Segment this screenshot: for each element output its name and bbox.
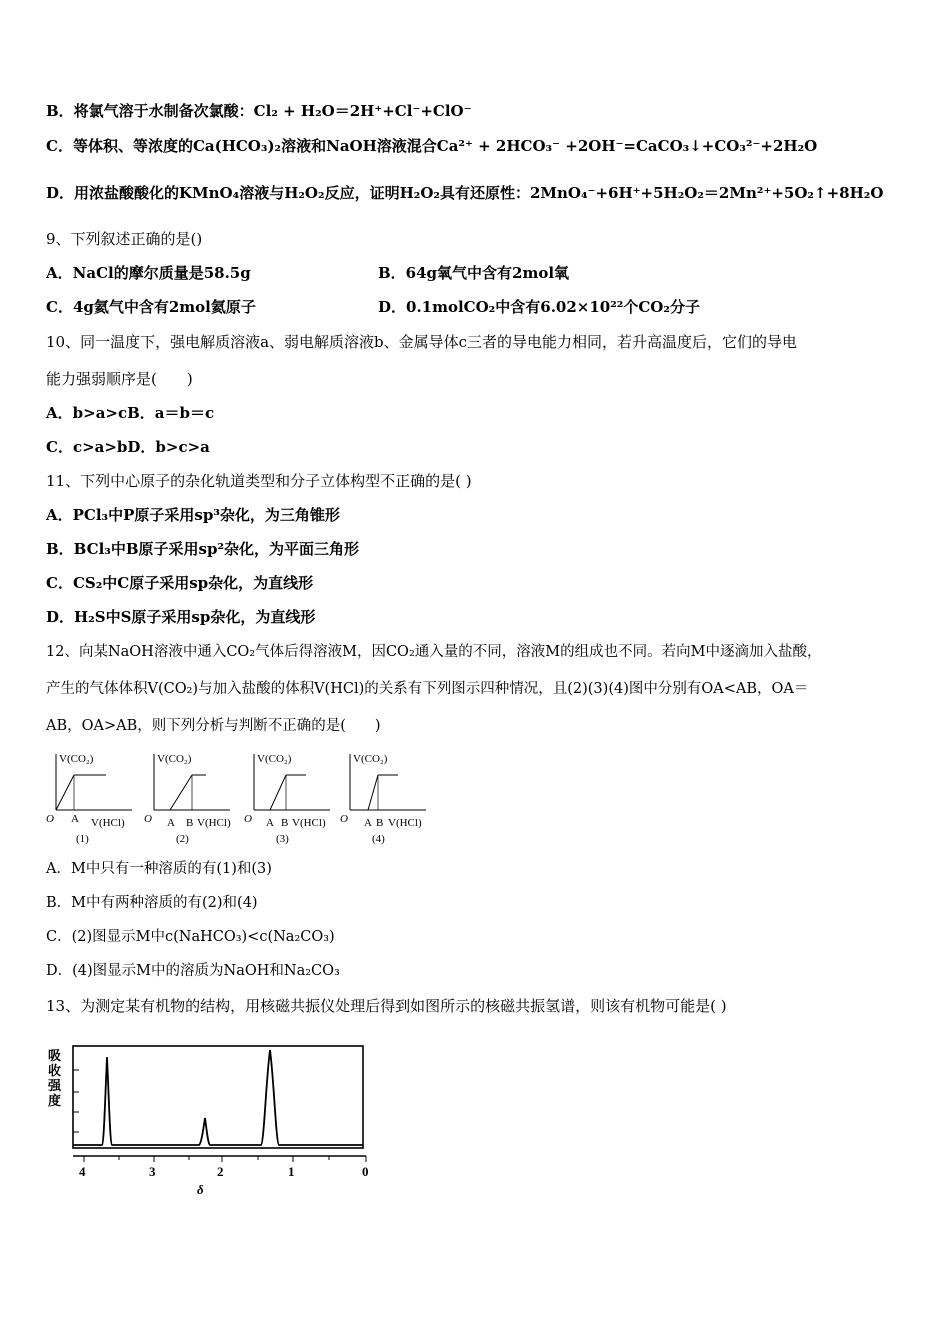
question-9: 9、下列叙述正确的是() <box>46 230 203 248</box>
options-cd-q10: C．c>a>bD．b>c>a <box>46 438 210 456</box>
nmr-spectrum <box>44 1040 374 1200</box>
nmr-xtick: 2 <box>217 1164 224 1179</box>
nmr-xtick: 0 <box>362 1164 369 1179</box>
graph-3-origin: O <box>244 813 252 825</box>
graph-2-origin: O <box>144 813 152 825</box>
graph-4-ylabel: V(CO₂) <box>353 753 388 765</box>
graph-4-xlabel: V(HCl) <box>388 817 422 829</box>
graph-3-ylabel: V(CO₂) <box>257 753 292 765</box>
svg-text:收: 收 <box>48 1063 62 1078</box>
graph-1-caption: (1) <box>76 833 89 845</box>
question-12-line3: AB，OA>AB，则下列分析与判断不正确的是( ) <box>46 718 381 734</box>
graph-2-xlabel: V(HCl) <box>197 817 231 829</box>
option-b-q12: B．M中有两种溶质的有(2)和(4) <box>46 895 258 911</box>
graph-2-a: A <box>167 817 175 829</box>
graph-2-ylabel: V(CO₂) <box>157 753 192 765</box>
option-d-q9: D．0.1molCO₂中含有6.02×10²²个CO₂分子 <box>378 298 700 316</box>
question-12-line2: 产生的气体体积V(CO₂)与加入盐酸的体积V(HCl)的关系有下列图示四种情况，且(2)(3)(4)图中分别有OA<AB，OA＝ <box>46 681 809 697</box>
option-c-q12: C．(2)图显示M中c(NaHCO₃)<c(Na₂CO₃) <box>46 929 335 945</box>
graph-1-a: A <box>71 813 79 825</box>
option-c-q8: C．等体积、等浓度的Ca(HCO₃)₂溶液和NaOH溶液混合Ca²⁺ + 2HCO₃⁻ +2OH⁻=CaCO₃↓+CO₃²⁻+2H₂O <box>46 137 818 155</box>
question-12-line1: 12、向某NaOH溶液中通入CO₂气体后得溶液M，因CO₂通入量的不同，溶液M的组成也不同。若向M中逐滴加入盐酸， <box>46 644 822 660</box>
option-b-q11: B．BCl₃中B原子采用sp²杂化，为平面三角形 <box>46 540 360 558</box>
graph-1-ylabel: V(CO₂) <box>59 753 94 765</box>
nmr-xlabel: δ <box>197 1182 204 1197</box>
question-13: 13、为测定某有机物的结构，用核磁共振仪处理后得到如图所示的核磁共振氢谱，则该有机物可能是( ) <box>46 997 727 1015</box>
nmr-xtick: 1 <box>288 1164 295 1179</box>
question-10-line1: 10、同一温度下，强电解质溶液a、弱电解质溶液b、金属导体c三者的导电能力相同，若升高温度后，它们的导电 <box>46 333 798 351</box>
graph-1 <box>46 753 132 845</box>
option-a-q12: A．M中只有一种溶质的有(1)和(3) <box>46 861 272 877</box>
option-a-q11: A．PCl₃中P原子采用sp³杂化，为三角锥形 <box>46 506 340 524</box>
option-c-q11: C．CS₂中C原子采用sp杂化，为直线形 <box>46 574 314 592</box>
graph-2-b: B <box>186 817 194 829</box>
graph-4-a: A <box>364 817 372 829</box>
svg-text:吸: 吸 <box>48 1048 62 1063</box>
nmr-signal-trace <box>73 1050 363 1145</box>
option-b-q8: B．将氯气溶于水制备次氯酸：Cl₂ + H₂O＝2H⁺+Cl⁻+ClO⁻ <box>46 102 472 120</box>
option-c-q9: C．4g氦气中含有2mol氦原子 <box>46 298 256 316</box>
graph-4 <box>340 753 426 845</box>
graph-4-b: B <box>376 817 384 829</box>
option-d-q8: D．用浓盐酸酸化的KMnO₄溶液与H₂O₂反应，证明H₂O₂具有还原性：2MnO₄⁻+6H⁺+5H₂O₂＝2Mn²⁺+5O₂↑+8H₂O <box>46 184 884 202</box>
co2-hcl-graphs <box>44 748 434 848</box>
graph-1-origin: O <box>46 813 54 825</box>
graph-1-xlabel: V(HCl) <box>91 817 125 829</box>
nmr-ylabel <box>47 1048 62 1108</box>
option-a-q9: A．NaCl的摩尔质量是58.5g <box>46 264 251 282</box>
graph-4-origin: O <box>340 813 348 825</box>
graph-3-b: B <box>281 817 289 829</box>
option-d-q12: D．(4)图显示M中的溶质为NaOH和Na₂CO₃ <box>46 963 340 979</box>
question-10-line2: 能力强弱顺序是( ) <box>46 370 193 388</box>
svg-text:强: 强 <box>48 1078 62 1093</box>
graph-3 <box>244 753 330 845</box>
graph-2 <box>144 753 231 845</box>
nmr-xtick: 3 <box>149 1164 156 1179</box>
nmr-xtick: 4 <box>79 1164 86 1179</box>
options-ab-q10: A．b>a>cB．a＝b＝c <box>46 404 215 422</box>
graph-3-caption: (3) <box>276 833 289 845</box>
graph-2-caption: (2) <box>176 833 189 845</box>
question-11: 11、下列中心原子的杂化轨道类型和分子立体构型不正确的是( ) <box>46 472 472 490</box>
svg-text:度: 度 <box>48 1093 62 1108</box>
graph-4-caption: (4) <box>372 833 385 845</box>
nmr-frame <box>73 1046 363 1148</box>
graph-3-a: A <box>266 817 274 829</box>
option-b-q9: B．64g氧气中含有2mol氧 <box>378 264 570 282</box>
graph-3-xlabel: V(HCl) <box>292 817 326 829</box>
option-d-q11: D．H₂S中S原子采用sp杂化，为直线形 <box>46 608 316 626</box>
